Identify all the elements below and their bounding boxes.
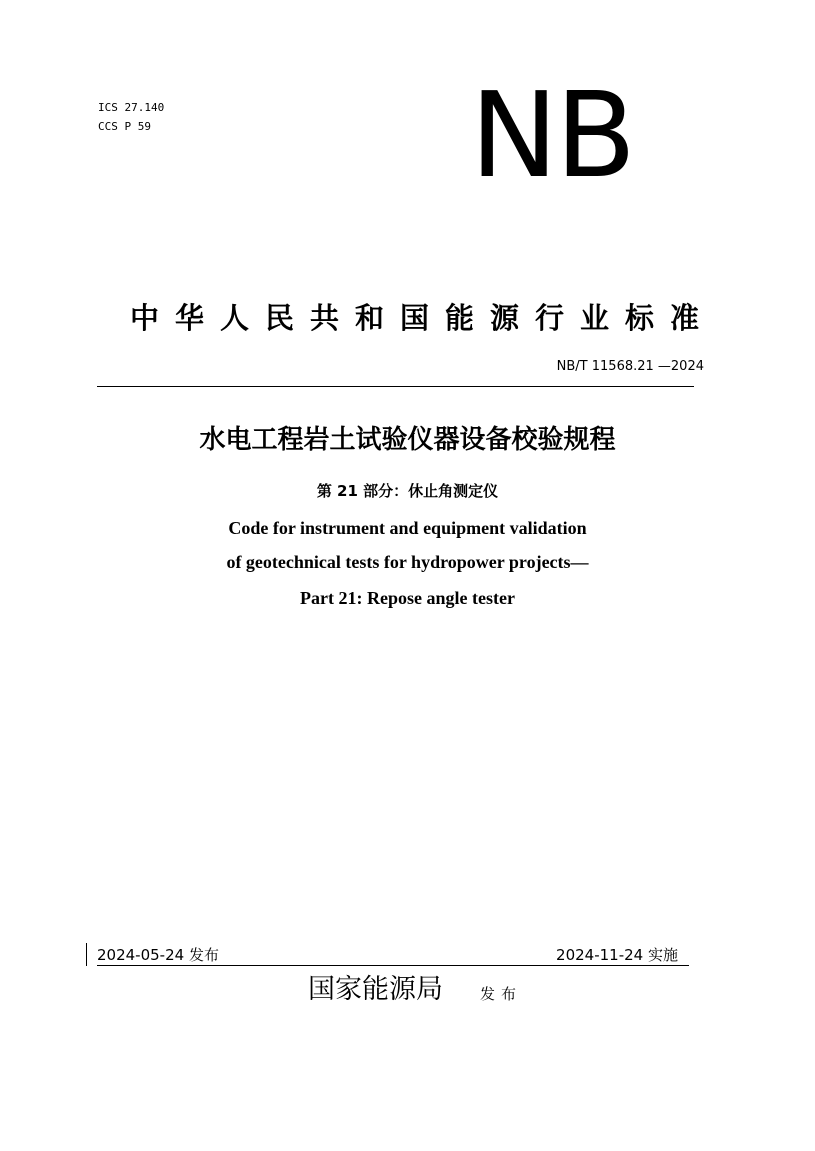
document-title-en-line3: Part 21: Repose angle tester xyxy=(300,588,515,608)
nb-logo: NB xyxy=(470,66,634,204)
organization-title: 中华人民共和国能源行业标准 xyxy=(129,301,715,335)
footer-left-bar xyxy=(86,943,87,966)
implementation-date: 2024-11-24 实施 xyxy=(556,946,678,964)
header-divider xyxy=(97,386,694,387)
issue-date: 2024-05-24 发布 xyxy=(97,946,219,964)
document-title-cn: 水电工程岩土试验仪器设备校验规程 xyxy=(199,425,616,455)
issue-label: 发布 xyxy=(480,985,523,1003)
ccs-code: CCS P 59 xyxy=(98,120,151,133)
classification-codes xyxy=(98,98,164,136)
issuing-authority: 国家能源局 xyxy=(308,974,443,1005)
document-part-title-cn: 第 21 部分：休止角测定仪 xyxy=(316,482,499,500)
ics-code: ICS 27.140 xyxy=(98,101,165,114)
standard-number: NB/T 11568.21 —2024 xyxy=(556,359,704,374)
document-title-en-line2: of geotechnical tests for hydropower projects— xyxy=(226,552,589,572)
footer-divider xyxy=(97,965,689,966)
document-title-en-line1: Code for instrument and equipment validation xyxy=(228,518,587,538)
